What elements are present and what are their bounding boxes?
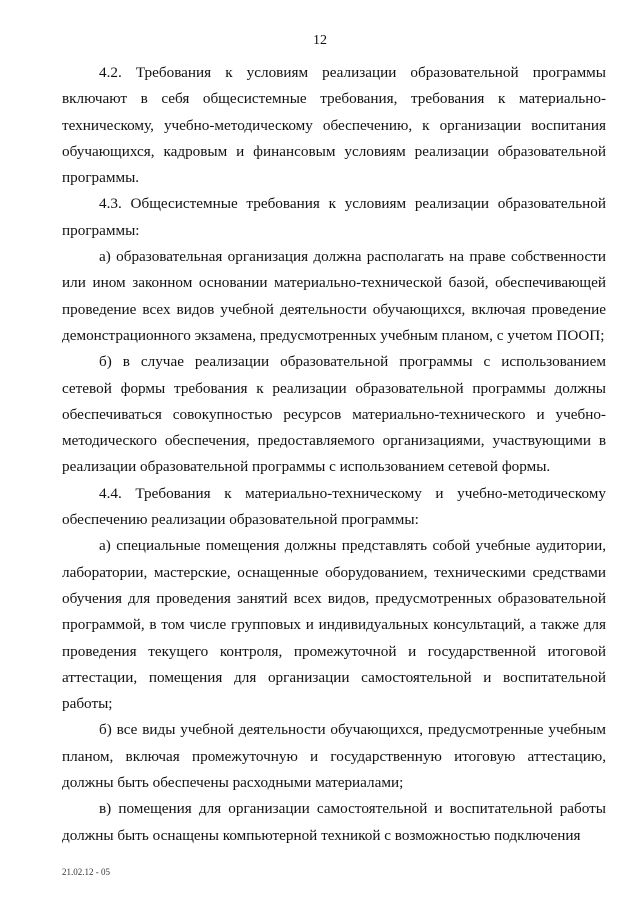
paragraph-4-4-v: в) помещения для организации самостоятельной и воспитательной работы должны быть оснащены компьютерной техникой с возможностью подключения <box>62 800 606 844</box>
paragraph-4-3-b: б) в случае реализации образовательной программы с использованием сетевой формы требования к реализации образовательной программы должны обеспечиваться совокупностью ресурсов материально-технического и учебно-методического обеспечения, предоставляемого организациями, участвующими в реализации образовательной программы с использованием сетевой формы. <box>62 353 606 476</box>
paragraph-4-4: 4.4. Требования к материально-техническому и учебно-методическому обеспечению реализации образовательной программы: <box>62 484 606 529</box>
paragraph-4-3-a: а) образовательная организация должна располагать на праве собственности или ином законном основании материально-технической базой, обеспечивающей проведение всех видов учебной деятельности обучающихся, включая проведение демонстрационного экзамена, предусмотренных учебным планом, с учетом ПООП; <box>62 248 606 344</box>
page-number: 12 <box>313 33 327 48</box>
paragraph-4-4-a: а) специальные помещения должны представлять собой учебные аудитории, лаборатории, мастерские, оснащенные оборудованием, техническими средствами обучения для проведения занятий всех видов, предусмотренных образовательной программой, в том числе групповых и индивидуальных консультаций, а также для проведения текущего контроля, промежуточной и государственной итоговой аттестации, помещения для организации самостоятельной и воспитательной работы; <box>62 537 606 713</box>
footer-code: 21.02.12 - 05 <box>62 867 110 877</box>
paragraph-4-4-b: б) все виды учебной деятельности обучающихся, предусмотренные учебным планом, включая промежуточную и государственную итоговую аттестацию, должны быть обеспечены расходными материалами; <box>62 721 606 792</box>
document-body <box>62 60 606 849</box>
paragraph-4-3: 4.3. Общесистемные требования к условиям реализации образовательной программы: <box>62 195 606 239</box>
paragraph-4-2: 4.2. Требования к условиям реализации образовательной программы включают в себя общесистемные требования, требования к материально-техническому, учебно-методическому обеспечению, к организации воспитания обучающихся, кадровым и финансовым условиям реализации образовательной программы. <box>62 64 606 187</box>
